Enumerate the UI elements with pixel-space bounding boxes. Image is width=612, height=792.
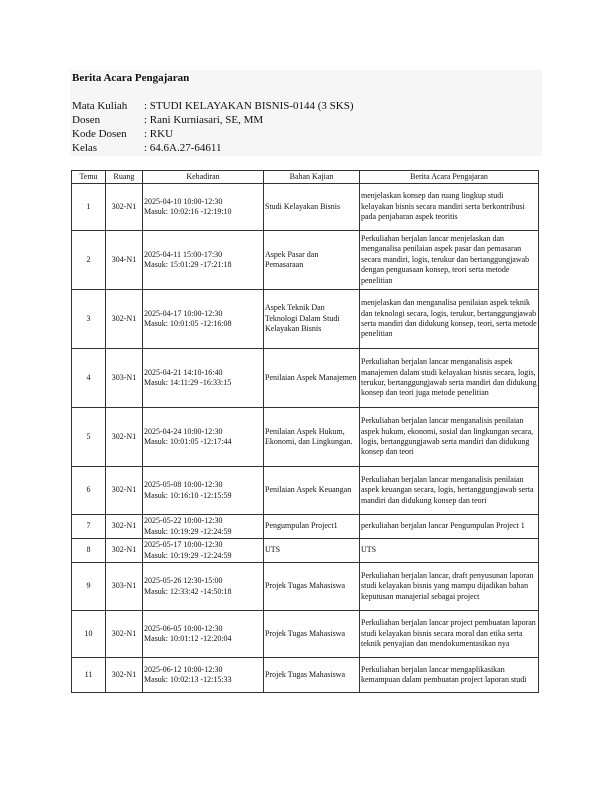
- header-ruang: Ruang: [106, 171, 143, 184]
- cell-kehadiran: [143, 611, 264, 658]
- masuk-value: Masuk: 10:02:13 -12:15:33: [144, 675, 232, 684]
- cell-temu: [72, 658, 106, 693]
- cell-kehadiran: [143, 408, 264, 467]
- cell-kehadiran: [143, 467, 264, 515]
- header-bahan-kajian: Bahan Kajian: [264, 171, 360, 184]
- berita-value: Perkuliahan berjalan lancar project pembuatan laporan studi kelayakan bisnis secara moral dan etika serta teknik penyajian dan mendokumentasikan nya: [361, 618, 536, 649]
- ruang-value: 302-N1: [111, 521, 137, 531]
- cell-ruang: [106, 349, 143, 408]
- info-mata-kuliah: [72, 100, 354, 112]
- cell-berita-acara: [360, 563, 539, 611]
- cell-bahan-kajian: [264, 611, 360, 658]
- ruang-value: 302-N1: [111, 431, 137, 441]
- cell-temu: [72, 515, 106, 539]
- jadwal-value: 2025-04-17 10:00-12:30: [144, 308, 223, 318]
- table-row: [72, 184, 539, 231]
- cell-ruang: [106, 658, 143, 693]
- cell-bahan-kajian: [264, 231, 360, 290]
- berita-value: Perkuliahan berjalan lancar, draft penyusunan laporan studi kelayakan bisnis yang mampu dijadikan bahan keputusan manajerial sebagai project: [361, 570, 534, 601]
- teaching-log-table: [71, 170, 539, 693]
- cell-kehadiran: [143, 184, 264, 231]
- jadwal-value: 2025-05-26 12:30-15:00: [144, 576, 223, 586]
- info-value: : STUDI KELAYAKAN BISNIS-0144 (3 SKS): [144, 100, 354, 112]
- table-row: [72, 290, 539, 349]
- cell-berita-acara: [360, 184, 539, 231]
- info-kelas: [72, 142, 222, 154]
- table-row: [72, 231, 539, 290]
- cell-bahan-kajian: [264, 467, 360, 515]
- cell-bahan-kajian: [264, 539, 360, 563]
- cell-ruang: [106, 467, 143, 515]
- masuk-value: Masuk: 15:01:29 -17:21:18: [144, 260, 232, 269]
- cell-temu: [72, 611, 106, 658]
- cell-berita-acara: [360, 611, 539, 658]
- bahan-value: Aspek Pasar dan Pemasaraan: [265, 249, 319, 269]
- table-row: [72, 349, 539, 408]
- masuk-value: Masuk: 10:01:05 -12:17:44: [144, 437, 232, 446]
- cell-ruang: [106, 563, 143, 611]
- jadwal-value: 2025-06-12 10:00-12:30: [144, 664, 223, 674]
- berita-value: UTS: [361, 545, 377, 555]
- cell-berita-acara: [360, 658, 539, 693]
- info-dosen: [72, 114, 263, 126]
- cell-berita-acara: [360, 349, 539, 408]
- bahan-value: Penilaian Aspek Manajemen: [265, 372, 357, 382]
- masuk-value: Masuk: 10:02:16 -12:19:10: [144, 207, 232, 216]
- cell-temu: [72, 408, 106, 467]
- cell-temu: [72, 539, 106, 563]
- info-label: Kode Dosen: [72, 128, 127, 140]
- cell-ruang: [106, 231, 143, 290]
- info-label: Dosen: [72, 114, 101, 126]
- cell-berita-acara: [360, 539, 539, 563]
- cell-ruang: [106, 515, 143, 539]
- masuk-value: Masuk: 12:33:42 -14:50:18: [144, 586, 232, 596]
- cell-ruang: [106, 611, 143, 658]
- cell-berita-acara: [360, 231, 539, 290]
- header-kehadiran: Kehadiran: [143, 171, 264, 184]
- temu-value: 8: [86, 545, 91, 555]
- bahan-value: Projek Tugas Mahasiswa: [265, 581, 346, 591]
- temu-value: 6: [86, 485, 91, 495]
- bahan-value: Penilaian Aspek Keuangan: [265, 485, 352, 495]
- cell-kehadiran: [143, 231, 264, 290]
- jadwal-value: 2025-05-22 10:00-12:30: [144, 516, 223, 526]
- ruang-value: 303-N1: [111, 581, 137, 591]
- table-row: [72, 563, 539, 611]
- temu-value: 3: [86, 313, 91, 323]
- bahan-value: UTS: [265, 545, 281, 555]
- header-berita-acara: Berita Acara Pengajaran: [360, 171, 539, 184]
- temu-value: 9: [86, 581, 91, 591]
- info-value: : Rani Kurniasari, SE, MM: [144, 114, 264, 126]
- bahan-value: Projek Tugas Mahasiswa: [265, 628, 346, 638]
- temu-value: 7: [86, 521, 91, 531]
- cell-bahan-kajian: [264, 184, 360, 231]
- cell-temu: [72, 184, 106, 231]
- ruang-value: 302-N1: [111, 485, 137, 495]
- cell-temu: [72, 467, 106, 515]
- masuk-value: Masuk: 10:19:29 -12:24:59: [144, 550, 232, 560]
- jadwal-value: 2025-04-10 10:00-12:30: [144, 196, 223, 206]
- ruang-value: 302-N1: [111, 545, 137, 555]
- bahan-value: Aspek Teknik Dan Teknologi Dalam Studi Kelayakan Bisnis: [265, 303, 340, 334]
- table-header-row: [72, 171, 539, 184]
- cell-berita-acara: [360, 467, 539, 515]
- cell-kehadiran: [143, 515, 264, 539]
- ruang-value: 302-N1: [111, 313, 137, 323]
- cell-kehadiran: [143, 563, 264, 611]
- bahan-value: Projek Tugas Mahasiswa: [265, 669, 346, 679]
- cell-bahan-kajian: [264, 563, 360, 611]
- temu-value: 1: [86, 201, 91, 211]
- cell-kehadiran: [143, 539, 264, 563]
- ruang-value: 302-N1: [111, 628, 137, 638]
- jadwal-value: 2025-04-24 10:00-12:30: [144, 426, 223, 436]
- table-row: [72, 467, 539, 515]
- cell-ruang: [106, 290, 143, 349]
- cell-berita-acara: [360, 290, 539, 349]
- info-kode-dosen: [72, 128, 173, 140]
- berita-value: Perkuliahan berjalan lancar menganalisis aspek manajemen dalam studi kelayakan bisnis secara, logis, terukur, bertanggungjawab serta mandiri dan didukung konsep dan teori juga metode penelitian: [361, 357, 537, 398]
- table-row: [72, 658, 539, 693]
- cell-temu: [72, 290, 106, 349]
- temu-value: 4: [86, 372, 91, 382]
- ruang-value: 303-N1: [111, 372, 137, 382]
- info-label: Kelas: [72, 142, 98, 154]
- cell-bahan-kajian: [264, 658, 360, 693]
- table-row: [72, 539, 539, 563]
- bahan-value: Studi Kelayakan Bisnis: [265, 201, 341, 211]
- cell-bahan-kajian: [264, 290, 360, 349]
- cell-temu: [72, 563, 106, 611]
- cell-berita-acara: [360, 408, 539, 467]
- berita-value: perkuliahan berjalan lancar Pengumpulan Project 1: [361, 521, 525, 531]
- temu-value: 10: [84, 628, 93, 638]
- jadwal-value: 2025-04-11 15:00-17:30: [144, 249, 223, 259]
- berita-value: Perkuliahan berjalan lancar menganalisis penilaian aspek hukum, ekonomi, sosial dan lingkungan secara, logis, bertanggungjawab serta mandiri dan didukung konsep dan teori: [361, 416, 534, 457]
- cell-temu: [72, 349, 106, 408]
- jadwal-value: 2025-06-05 10:00-12:30: [144, 623, 223, 633]
- cell-kehadiran: [143, 290, 264, 349]
- masuk-value: Masuk: 10:01:05 -12:16:08: [144, 319, 232, 328]
- bahan-value: Pengumpulan Project1: [265, 521, 338, 531]
- masuk-value: Masuk: 10:19:29 -12:24:59: [144, 526, 232, 536]
- cell-temu: [72, 231, 106, 290]
- document-title: Berita Acara Pengajaran: [72, 72, 190, 84]
- cell-ruang: [106, 539, 143, 563]
- berita-value: Perkuliahan berjalan lancar mengaplikasikan kemampuan dalam pembuatan project laporan studi: [361, 664, 527, 684]
- ruang-value: 302-N1: [111, 201, 137, 211]
- cell-bahan-kajian: [264, 408, 360, 467]
- masuk-value: Masuk: 10:16:10 -12:15:59: [144, 490, 232, 500]
- cell-kehadiran: [143, 658, 264, 693]
- masuk-value: Masuk: 10:01:12 -12:20:04: [144, 634, 232, 643]
- cell-bahan-kajian: [264, 515, 360, 539]
- info-label: Mata Kuliah: [72, 100, 128, 112]
- temu-value: 5: [86, 431, 91, 441]
- cell-berita-acara: [360, 515, 539, 539]
- temu-value: 2: [86, 254, 91, 264]
- cell-bahan-kajian: [264, 349, 360, 408]
- cell-kehadiran: [143, 349, 264, 408]
- bahan-value: Penilaian Aspek Hukum, Ekonomi, dan Lingkungan.: [265, 426, 353, 446]
- table-row: [72, 515, 539, 539]
- ruang-value: 304-N1: [111, 254, 137, 264]
- cell-ruang: [106, 184, 143, 231]
- cell-ruang: [106, 408, 143, 467]
- berita-value: menjelaskan dan menganalisa penilaian aspek teknik dan teknologi secara, logis, terukur, bertanggungjawab serta mandiri dan didukung konsep, teori, serta metode penelitian: [361, 298, 537, 339]
- info-value: : 64.6A.27-64611: [144, 142, 222, 154]
- temu-value: 11: [84, 669, 93, 679]
- berita-value: Perkuliahan berjalan lancar menganalisis penilaian aspek keuangan secara, logis, bertanggungjawab serta mandiri dan didukung konsep dan teori: [361, 474, 534, 505]
- table-row: [72, 408, 539, 467]
- jadwal-value: 2025-05-08 10:00-12:30: [144, 480, 223, 490]
- table-row: [72, 611, 539, 658]
- berita-value: menjelaskan konsep dan ruang lingkup studi kelayakan bisnis secara mandiri serta berkontribusi pada penjabaran aspek teoritis: [361, 191, 525, 222]
- masuk-value: Masuk: 14:11:29 -16:33:15: [144, 378, 232, 387]
- ruang-value: 302-N1: [111, 669, 137, 679]
- info-value: : RKU: [144, 128, 174, 140]
- berita-value: Perkuliahan berjalan lancar menjelaskan dan menganalisa penilaian aspek pasar dan pemasaran secara mandiri, logis, terukur dan bertanggungjawab dengan penguasaan konsep, teori serta metode penelitian: [361, 233, 530, 285]
- header-temu: Temu: [72, 171, 106, 184]
- jadwal-value: 2025-05-17 10:00-12:30: [144, 540, 223, 550]
- jadwal-value: 2025-04-21 14:10-16:40: [144, 367, 223, 377]
